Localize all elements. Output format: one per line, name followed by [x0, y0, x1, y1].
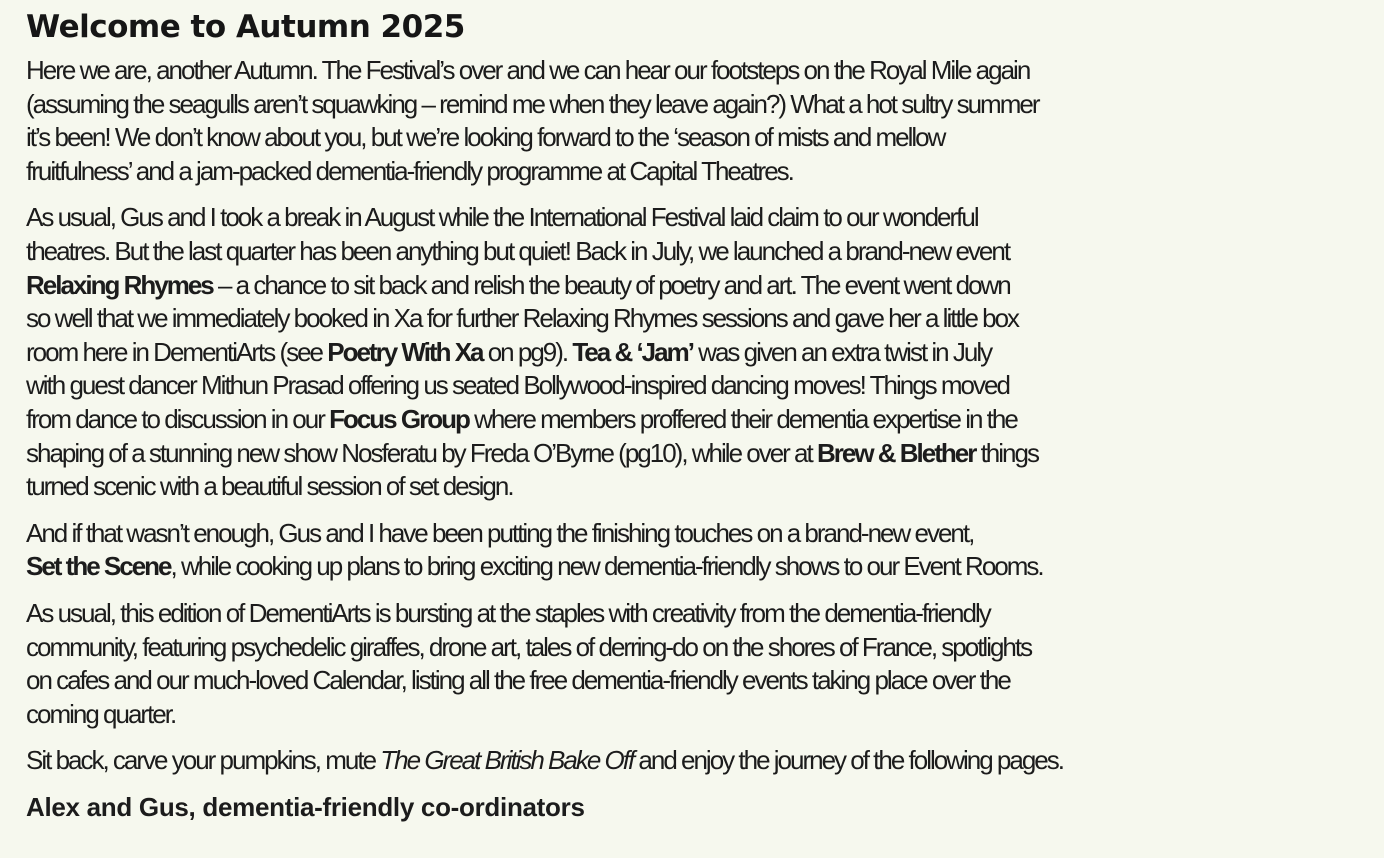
text-run: and enjoy the journey of the following pages. — [633, 745, 1063, 776]
text-line: with guest dancer Mithun Prasad offering us seated Bollywood-inspired dancing moves! Things moved — [26, 370, 1009, 401]
text-line: And if that wasn’t enough, Gus and I have been putting the finishing touches on a brand-new event, — [26, 517, 974, 548]
page-title: Welcome to Autumn 2025 — [26, 9, 465, 45]
text-line: As usual, Gus and I took a break in August while the International Festival laid claim to our wonderful — [26, 202, 978, 233]
text-line — [26, 269, 1366, 303]
text-run: – a chance to sit back and relish the beauty of poetry and art. The event went down — [212, 269, 1010, 300]
text-line — [26, 550, 1366, 584]
signature: Alex and Gus, dementia-friendly co-ordinators — [26, 791, 585, 822]
show-title-bake-off: The Great British Bake Off — [380, 745, 634, 776]
text-run: on pg9). — [482, 336, 573, 367]
text-line: Here we are, another Autumn. The Festival’s over and we can hear our footsteps on the Royal Mile again — [26, 55, 1030, 85]
text-line — [26, 336, 1366, 370]
events-paragraph — [26, 201, 1366, 503]
text-line: As usual, this edition of DementiArts is bursting at the staples with creativity from the dementia-friendly — [26, 597, 990, 628]
text-line — [26, 744, 1366, 778]
closing-paragraph — [26, 744, 1366, 778]
text-line: it’s been! We don’t know about you, but we’re looking forward to the ‘season of mists and mellow — [26, 122, 945, 153]
text-run: shaping of a stunning new show Nosferatu by Freda O’Byrne (pg10), while over at — [26, 437, 817, 468]
event-name-set-the-scene: Set the Scene — [26, 551, 171, 582]
text-line: on cafes and our much-loved Calendar, listing all the free dementia-friendly events taking place over the — [26, 665, 1010, 696]
text-line: so well that we immediately booked in Xa for further Relaxing Rhymes sessions and gave her a little box — [26, 303, 1019, 334]
text-run: things — [975, 437, 1038, 468]
text-line: theatres. But the last quarter has been anything but quiet! Back in July, we launched a brand-new event — [26, 235, 1010, 266]
text-run: room here in DementiArts (see — [26, 336, 328, 367]
text-line — [26, 403, 1366, 437]
event-name-poetry-with-xa: Poetry With Xa — [327, 336, 483, 367]
text-run: Sit back, carve your pumpkins, mute — [26, 745, 381, 776]
text-run: where members proffered their dementia expertise in the — [468, 403, 1017, 434]
event-name-focus-group: Focus Group — [329, 403, 469, 434]
editorial-page — [26, 8, 1366, 824]
new-event-paragraph — [26, 517, 1366, 584]
text-run: from dance to discussion in our — [26, 403, 330, 434]
edition-paragraph — [26, 597, 1366, 731]
text-line: fruitfulness’ and a jam-packed dementia-friendly programme at Capital Theatres. — [26, 155, 793, 186]
event-name-relaxing-rhymes: Relaxing Rhymes — [26, 269, 213, 300]
event-name-brew-blether: Brew & Blether — [816, 437, 976, 468]
text-line: turned scenic with a beautiful session of set design. — [26, 471, 513, 502]
intro-paragraph — [26, 54, 1366, 188]
text-line — [26, 437, 1366, 471]
text-line: (assuming the seagulls aren’t squawking – remind me when they leave again?) What a hot sultry summer — [26, 88, 1039, 119]
text-line: coming quarter. — [26, 698, 176, 729]
text-line: community, featuring psychedelic giraffes, drone art, tales of derring-do on the shores of France, spotlights — [26, 631, 1032, 662]
event-name-tea-jam: Tea & ‘Jam’ — [572, 336, 693, 367]
text-run: was given an extra twist in July — [692, 336, 992, 367]
text-run: , while cooking up plans to bring exciting new dementia-friendly shows to our Event Rooms. — [170, 551, 1043, 582]
